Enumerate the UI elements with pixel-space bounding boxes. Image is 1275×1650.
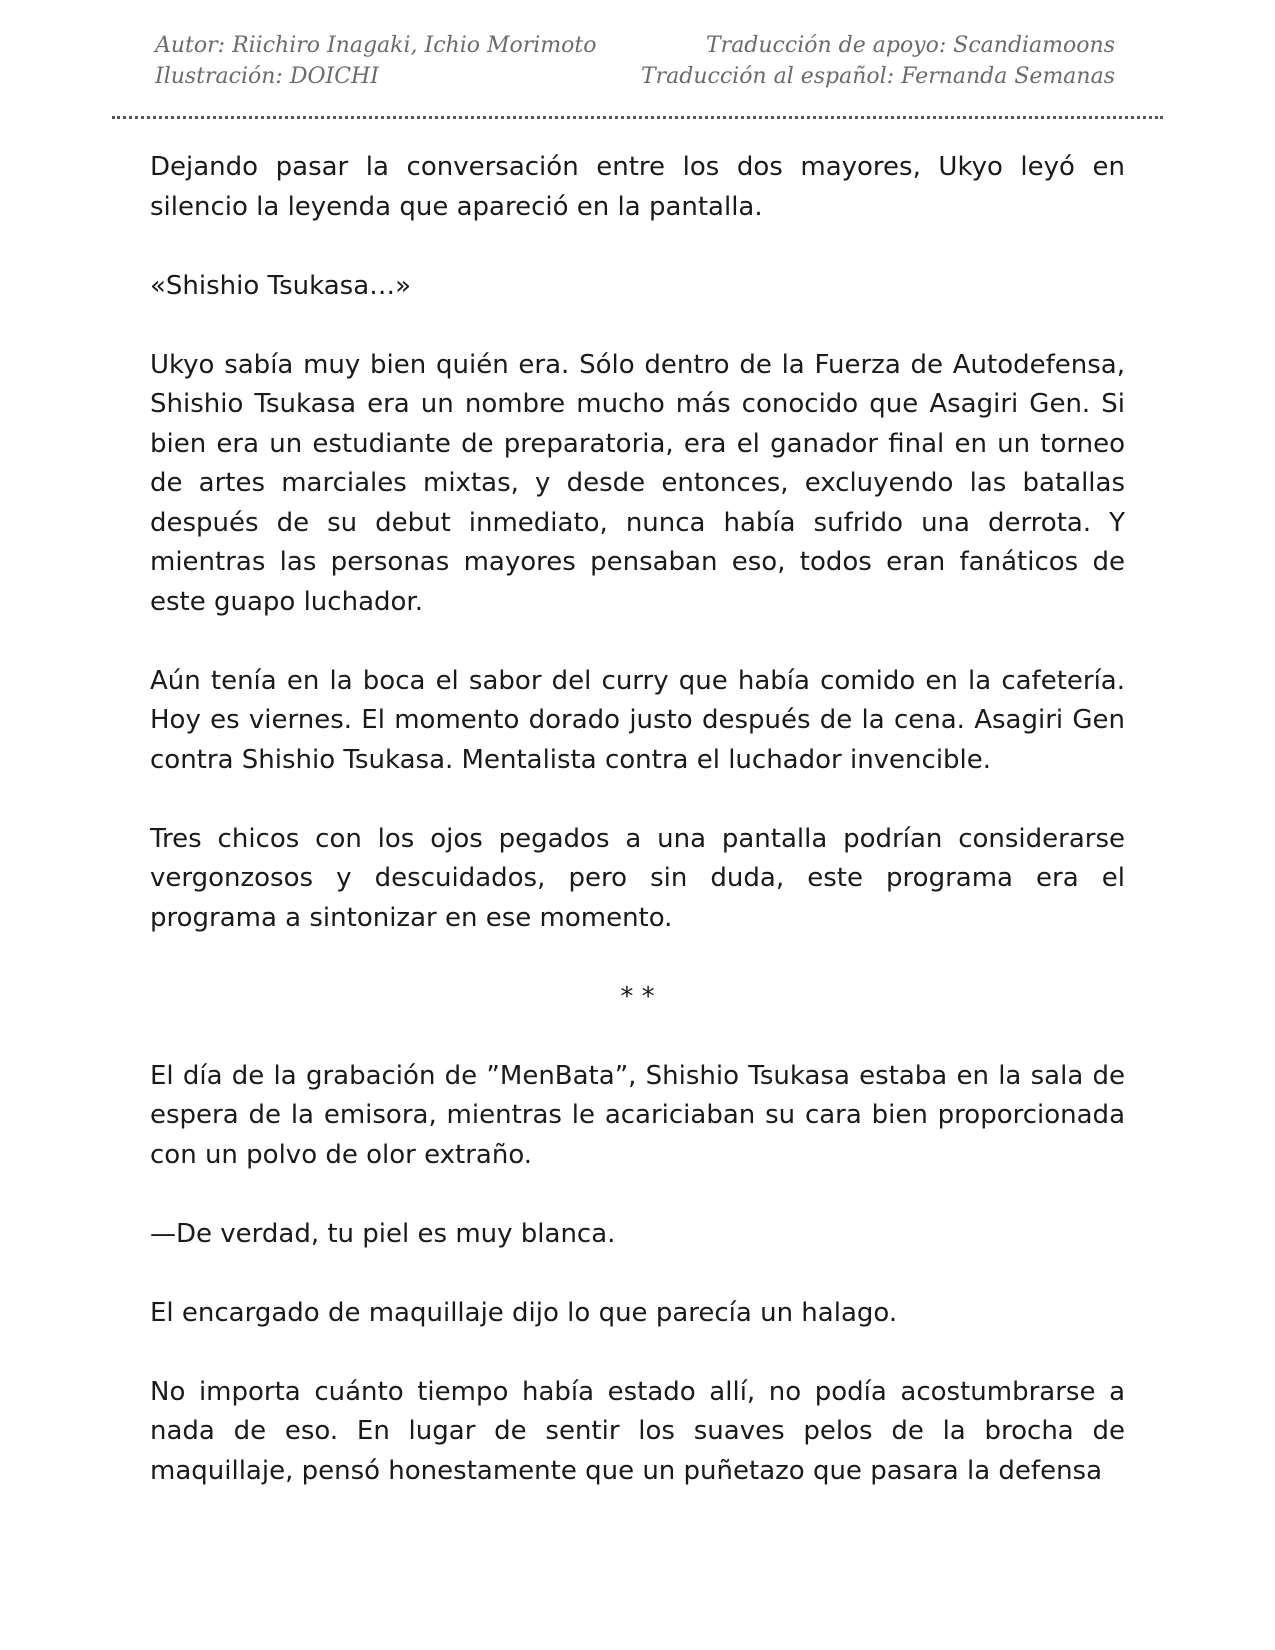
paragraph: Ukyo sabía muy bien quién era. Sólo dentro de la Fuerza de Autodefensa, Shishio Tsukasa era un nombre mucho más conocido que Asagiri Gen. Si bien era un estudiante de preparatoria, era el ganador final en un torneo de artes marciales mixtas, y desde entonces, excluyendo las batallas después de su debut inmediato, nunca había sufrido una derrota. Y mientras las personas mayores pensaban eso, todos eran fanáticos de este guapo luchador. — [150, 349, 1125, 617]
illustration-credit: Ilustración: DOICHI — [155, 64, 379, 89]
paragraph: El día de la grabación de ”MenBata”, Shishio Tsukasa estaba en la sala de espera de la emisora, mientras le acariciaban su cara bien proporcionada con un polvo de olor extraño. — [150, 1060, 1125, 1170]
dialogue-line: —De verdad, tu piel es muy blanca. — [150, 1218, 616, 1249]
author-credit: Autor: Riichiro Inagaki, Ichio Morimoto — [155, 33, 597, 58]
spanish-translation-credit: Traducción al español: Fernanda Semanas — [640, 64, 1115, 89]
header-row-bottom — [155, 61, 1115, 92]
paragraph: Dejando pasar la conversación entre los dos mayores, Ukyo leyó en silencio la leyenda que apareció en la pantalla. — [150, 152, 1125, 222]
paragraph: Aún tenía en la boca el sabor del curry que había comido en la cafetería. Hoy es viernes. El momento dorado justo después de la cena. Asagiri Gen contra Shishio Tsukasa. Mentalista contra el luchador invencible. — [150, 665, 1125, 775]
paragraph: No importa cuánto tiempo había estado allí, no podía acostumbrarse a nada de eso. En lugar de sentir los suaves pelos de la brocha de maquillaje, pensó honestamente que un puñetazo que pasara la defensa — [150, 1376, 1125, 1486]
dialogue-line: «Shishio Tsukasa…» — [150, 270, 412, 301]
header-divider — [112, 116, 1163, 119]
support-translation-credit: Traducción de apoyo: Scandiamoons — [706, 33, 1115, 58]
scene-break: * * — [620, 981, 655, 1012]
header-row-top — [155, 30, 1115, 61]
page-header — [155, 30, 1115, 92]
paragraph: El encargado de maquillaje dijo lo que parecía un halago. — [150, 1297, 898, 1328]
document-body — [150, 148, 1125, 1531]
paragraph: Tres chicos con los ojos pegados a una pantalla podrían considerarse vergonzosos y descuidados, pero sin duda, este programa era el programa a sintonizar en ese momento. — [150, 823, 1125, 933]
